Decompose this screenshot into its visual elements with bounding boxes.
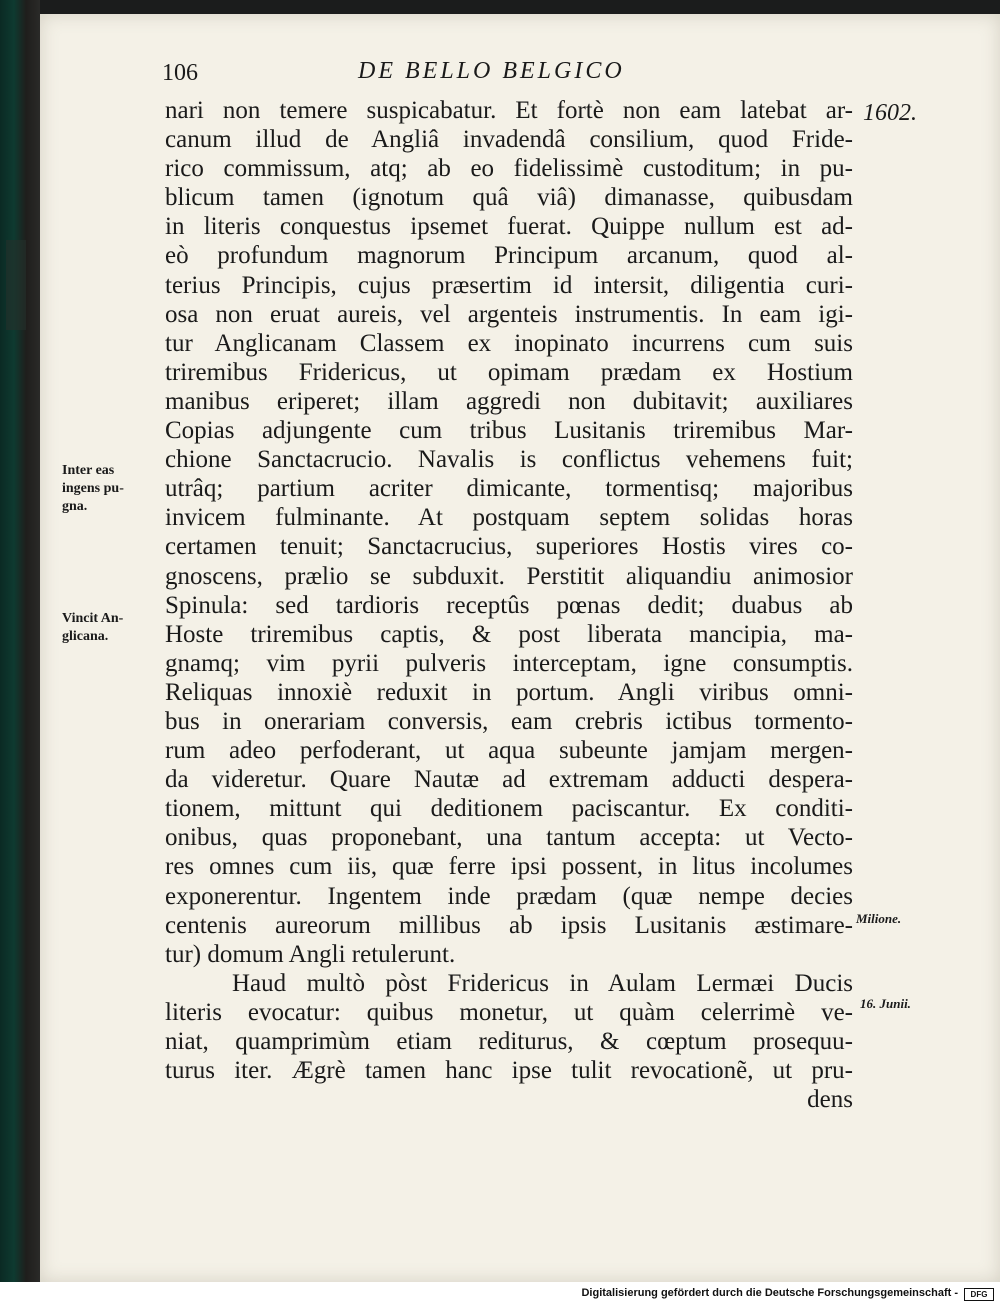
scan-edge [0,0,40,1282]
text-line: chione Sanctacrucio. Navalis is conflictus vehemens fuit; [165,446,853,474]
text-line: turus iter. Ægrè tamen hanc ipse tulit revocationẽ, ut pru- [165,1057,853,1085]
text-line: literis evocatur: quibus monetur, ut quàm celerrimè ve- [165,998,853,1026]
text-line: in literis conquestus ipsemet fuerat. Quippe nullum est ad- [165,213,853,241]
text-line: invicem fulminante. At postquam septem solidas horas [165,504,853,532]
margin-note-right: 16. Junii. [860,996,911,1011]
text-line: rum adeo perfoderant, ut aqua subeunte jamjam mergen- [165,737,853,765]
text-line: onibus, quas proponebant, una tantum accepta: ut Vecto- [165,824,853,852]
text-line: Hoste triremibus captis, & post liberata mancipia, ma- [165,620,853,648]
body-text [165,96,853,1114]
text-line: Spinula: sed tardioris receptûs pœnas dedit; duabus ab [165,591,853,619]
catchword: dens [807,1086,853,1114]
year-marginal: 1602. [863,100,917,126]
text-line: osa non eruat aureis, vel argenteis instrumentis. In eam igi- [165,300,853,328]
text-line: tur) domum Angli retulerunt. [165,940,456,968]
text-line: Haud multò pòst Fridericus in Aulam Lermæi Ducis [232,969,853,997]
page-number: 106 [162,60,198,86]
text-line: triremibus Fridericus, ut opimam prædam ex Hostium [165,358,853,386]
text-line: terius Principis, cujus præsertim id intersit, diligentia curi- [165,271,853,299]
text-line: exponerentur. Ingentem inde prædam (quæ nempe decies [165,882,853,910]
margin-note-right: Milione. [856,911,902,926]
text-line: manibus eriperet; illam aggredi non dubitavit; auxiliares [165,387,853,415]
text-line: bus in onerariam conversis, eam crebris ictibus tormento- [165,707,853,735]
text-line: Copias adjungente cum tribus Lusitanis triremibus Mar- [165,417,853,445]
text-line: canum illud de Angliâ invadendâ consilium, quod Fride- [165,126,853,154]
text-line: nari non temere suspicabatur. Et fortè non eam latebat ar- [165,97,853,124]
dfg-logo: DFG [964,1288,994,1301]
text-line: gnoscens, prælio se subduxit. Perstitit aliquandiu animosior [165,562,853,590]
text-line: rico commissum, atq; ab eo fidelissimè custoditum; in pu- [165,155,853,183]
running-title: DE BELLO BELGICO [358,58,625,84]
text-line: tionem, mittunt qui deditionem paciscantur. Ex conditi- [165,795,853,823]
text-line: centenis aureorum millibus ab ipsis Lusitanis æstimare- [165,911,853,939]
text-line: certamen tenuit; Sanctacrucius, superiores Hostis vires co- [165,533,853,561]
text-line: blicum tamen (ignotum quâ viâ) dimanasse, quibusdam [165,184,853,212]
scan-edge-mark [6,240,26,330]
text-line: Reliquas innoxiè reduxit in portum. Angli viribus omni- [165,678,853,706]
funding-credit: Digitalisierung gefördert durch die Deutsche Forschungsgemeinschaft - [581,1287,958,1299]
footer-bar [0,1282,1000,1307]
text-line: utrâq; partium acriter dimicante, tormentisq; majoribus [165,475,853,503]
text-line: gnamq; vim pyrii pulveris interceptam, igne consumptis. [165,649,853,677]
text-line: tur Anglicanam Classem ex inopinato incurrens cum suis [165,329,853,357]
margin-note-left: Inter eas ingens pu- gna. [62,463,124,514]
text-line: da videretur. Quare Nautæ ad extremam adducti despera- [165,766,853,794]
text-line: eò profundum magnorum Principum arcanum, quod al- [165,242,853,270]
text-line: res omnes cum iis, quæ ferre ipsi possent, in litus incolumes [165,853,853,881]
margin-note-left: Vincit An- glicana. [62,611,124,644]
text-line: niat, quamprimùm etiam rediturus, & cœptum prosequu- [165,1028,853,1055]
